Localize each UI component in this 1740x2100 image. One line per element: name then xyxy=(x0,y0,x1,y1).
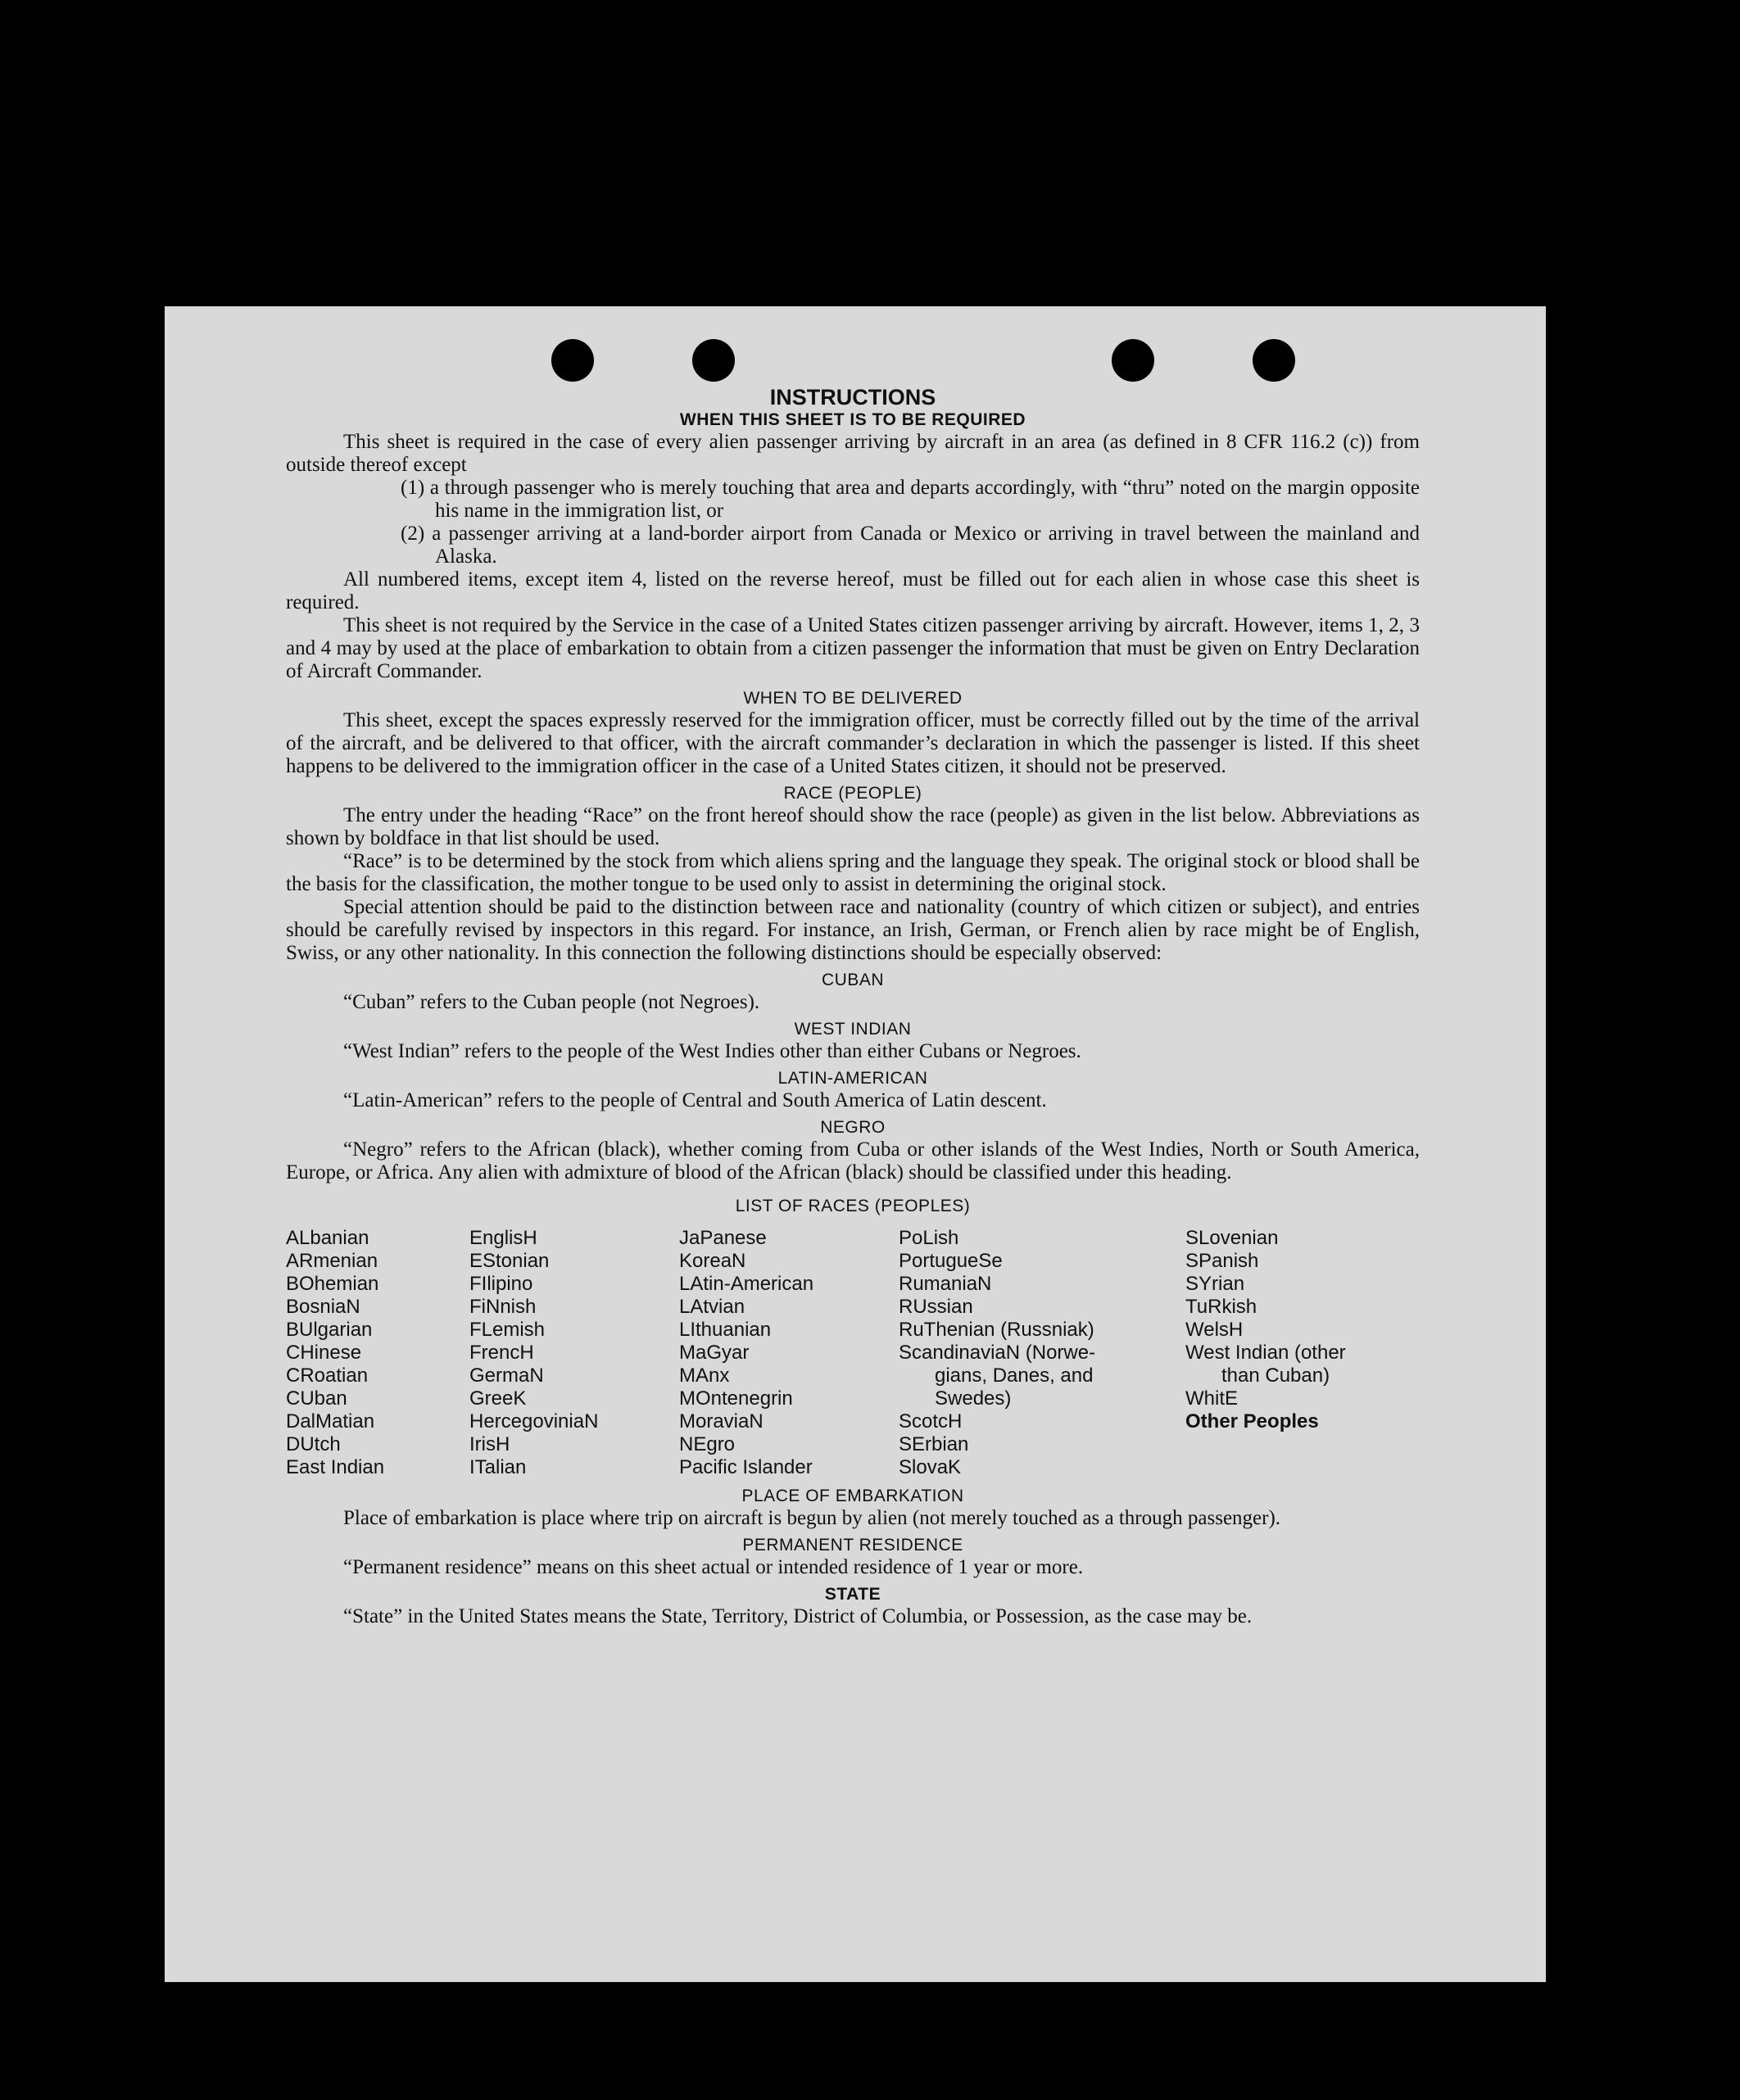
race-item: Pacific Islander xyxy=(679,1456,813,1478)
page-title: INSTRUCTIONS xyxy=(769,385,936,410)
race-item: ITalian xyxy=(469,1456,527,1478)
paragraph-race-3: Special attention should be paid to the distinction between race and nationality (country of which citizen or subject), and entries should be carefully revised by inspectors in this regard. For instance, an Irish, German, or French alien by race might be of English, Swiss, or any other nationality. In this connection the following distinctions should be especially observed: xyxy=(286,896,1420,964)
race-item: BOhemian xyxy=(286,1273,379,1295)
punch-hole xyxy=(1253,339,1295,382)
paragraph-delivered: This sheet, except the spaces expressly reserved for the immigration officer, must be correctly filled out by the time of the arrival of the aircraft, and be delivered to that officer, with the aircraft commander’s declaration in which the passenger is listed. If this sheet happens to be delivered to the immigration officer in the case of a United States citizen, it should not be preserved. xyxy=(286,709,1420,777)
race-item: MAnx xyxy=(679,1365,730,1387)
race-item: FrencH xyxy=(469,1342,534,1364)
race-column-2 xyxy=(469,1227,679,1479)
paragraph-residence: “Permanent residence” means on this sheet actual or intended residence of 1 year or more. xyxy=(343,1556,1084,1578)
section-heading-delivered: WHEN TO BE DELIVERED xyxy=(743,689,963,708)
paragraph-west-indian: “West Indian” refers to the people of the West Indies other than either Cubans or Negroes. xyxy=(343,1040,1081,1062)
race-item: CUban xyxy=(286,1387,347,1410)
race-item: HercegoviniaN xyxy=(469,1410,599,1432)
race-item: CHinese xyxy=(286,1342,362,1364)
race-item: ARmenian xyxy=(286,1250,378,1272)
race-list-table xyxy=(286,1227,1420,1479)
paragraph-cuban: “Cuban” refers to the Cuban people (not Negroes). xyxy=(343,991,760,1013)
race-item: ScandinaviaN (Norwe- xyxy=(899,1342,1096,1364)
race-item: PortugueSe xyxy=(899,1250,1003,1272)
punch-hole xyxy=(1112,339,1154,382)
exception-item-2: (2) a passenger arriving at a land-border airport from Canada or Mexico or arriving in travel between the mainland and Alaska. xyxy=(401,523,1420,568)
section-heading-race: RACE (PEOPLE) xyxy=(783,784,922,803)
section-heading-latin-american: LATIN-AMERICAN xyxy=(777,1069,928,1088)
punch-hole xyxy=(692,339,735,382)
section-heading-embarkation: PLACE OF EMBARKATION xyxy=(741,1487,964,1505)
race-item: LAtvian xyxy=(679,1296,745,1318)
paragraph-numbered-items: All numbered items, except item 4, listed on the reverse hereof, must be filled out for each alien in whose case this sheet is required. xyxy=(286,568,1420,613)
paragraph-race-2: “Race” is to be determined by the stock from which aliens spring and the language they speak. The original stock or blood shall be the basis for the classification, the mother tongue to be used only to assist in determining the original stock. xyxy=(286,850,1420,895)
race-item: SPanish xyxy=(1185,1250,1259,1272)
race-column-4 xyxy=(899,1227,1185,1479)
race-column-3 xyxy=(679,1227,899,1479)
race-item: JaPanese xyxy=(679,1227,767,1249)
race-item: MOntenegrin xyxy=(679,1387,793,1410)
race-item: SlovaK xyxy=(899,1456,962,1478)
paragraph-state: “State” in the United States means the State, Territory, District of Columbia, or Possession, as the case may be. xyxy=(343,1605,1253,1627)
race-item: gians, Danes, and xyxy=(935,1365,1094,1387)
race-item: East Indian xyxy=(286,1456,385,1478)
race-item: NEgro xyxy=(679,1433,736,1455)
race-item: Other Peoples xyxy=(1185,1410,1319,1432)
paragraph-race-1: The entry under the heading “Race” on the front hereof should show the race (people) as given in the list below. Abbreviations as shown by boldface in that list should be used. xyxy=(286,804,1420,849)
section-heading-race-list: LIST OF RACES (PEOPLES) xyxy=(735,1197,971,1215)
instructions-body xyxy=(286,385,1420,1628)
race-item: Swedes) xyxy=(935,1387,1012,1410)
race-item: RuThenian (Russniak) xyxy=(899,1319,1094,1341)
race-column-5 xyxy=(1185,1227,1420,1479)
race-item: GermaN xyxy=(469,1365,544,1387)
race-item: GreeK xyxy=(469,1387,527,1410)
race-item: IrisH xyxy=(469,1433,510,1455)
race-item: PoLish xyxy=(899,1227,959,1249)
race-column-1 xyxy=(286,1227,469,1479)
paragraph-citizen: This sheet is not required by the Service in the case of a United States citizen passenger arriving by aircraft. However, items 1, 2, 3 and 4 may by used at the place of embarkation to obtain from a citizen passenger the information that must be given on Entry Declaration of Aircraft Commander. xyxy=(286,614,1420,682)
race-item: LAtin-American xyxy=(679,1273,814,1295)
section-heading-west-indian: WEST INDIAN xyxy=(794,1020,912,1039)
paragraph-latin-american: “Latin-American” refers to the people of Central and South America of Latin descent. xyxy=(343,1089,1047,1111)
section-heading-cuban: CUBAN xyxy=(821,971,884,989)
race-item: WelsH xyxy=(1185,1319,1244,1341)
race-item: TuRkish xyxy=(1185,1296,1257,1318)
document-page xyxy=(165,306,1546,1982)
race-item: EStonian xyxy=(469,1250,550,1272)
race-item: FiNnish xyxy=(469,1296,537,1318)
paragraph-required: This sheet is required in the case of every alien passenger arriving by aircraft in an area (as defined in 8 CFR 116.2 (c)) from outside thereof except xyxy=(286,431,1420,476)
paragraph-embarkation: Place of embarkation is place where trip on aircraft is begun by alien (not merely touched as a through passenger). xyxy=(343,1507,1281,1529)
race-item: BosniaN xyxy=(286,1296,360,1318)
race-item: FIlipino xyxy=(469,1273,533,1295)
race-item: DalMatian xyxy=(286,1410,375,1432)
race-item: CRoatian xyxy=(286,1365,369,1387)
race-item: than Cuban) xyxy=(1221,1365,1330,1387)
race-item: BUlgarian xyxy=(286,1319,373,1341)
race-item: RumaniaN xyxy=(899,1273,992,1295)
race-item: WhitE xyxy=(1185,1387,1239,1410)
exception-item-1: (1) a through passenger who is merely touching that area and departs accordingly, with “thru” noted on the margin opposite his name in the immigration list, or xyxy=(401,477,1420,522)
race-item: SYrian xyxy=(1185,1273,1245,1295)
section-heading-negro: NEGRO xyxy=(820,1118,886,1137)
race-item: RUssian xyxy=(899,1296,973,1318)
race-item: MaGyar xyxy=(679,1342,750,1364)
section-heading-residence: PERMANENT RESIDENCE xyxy=(742,1536,963,1555)
race-item: SLovenian xyxy=(1185,1227,1279,1249)
race-item: West Indian (other xyxy=(1185,1342,1346,1364)
race-item: FLemish xyxy=(469,1319,546,1341)
race-item: DUtch xyxy=(286,1433,341,1455)
punch-hole xyxy=(551,339,594,382)
section-heading-state: STATE xyxy=(824,1585,881,1604)
race-item: ScotcH xyxy=(899,1410,963,1432)
race-item: EnglisH xyxy=(469,1227,537,1249)
race-item: KoreaN xyxy=(679,1250,746,1272)
race-item: SErbian xyxy=(899,1433,969,1455)
race-item: MoraviaN xyxy=(679,1410,764,1432)
race-item: LIthuanian xyxy=(679,1319,772,1341)
section-heading-required: WHEN THIS SHEET IS TO BE REQUIRED xyxy=(679,410,1026,429)
race-item: ALbanian xyxy=(286,1227,369,1249)
paragraph-negro: “Negro” refers to the African (black), whether coming from Cuba or other islands of the West Indies, North or South America, Europe, or Africa. Any alien with admixture of blood of the African (black) should be classified under this heading. xyxy=(286,1138,1420,1184)
